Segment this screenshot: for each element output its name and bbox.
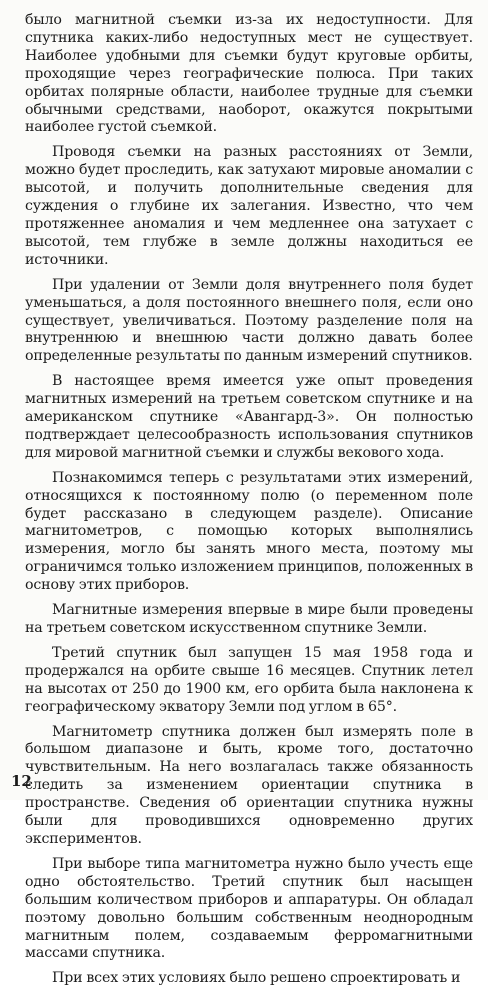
paragraph-6: Магнитные измерения впервые в мире были проведены на третьем советском искусственном спутнике Земли. [25, 602, 473, 636]
paragraph-9: При выборе типа магнитометра нужно было учесть еще одно обстоятельство. Третий спутник был насыщен большим количеством приборов и аппаратуры. Он обладал поэтому довольно большим собственным неоднородным магнитным полем, создаваемым ферромагнитными массами спутника. [25, 855, 473, 962]
paragraph-3: При удалении от Земли доля внутреннего поля будет уменьшаться, а доля постоянного внешнего поля, если оно существует, увеличиваться. Поэтому разделение поля на внутреннюю и внешнюю части должно давать более определенные результаты по данным измерений спутников. [25, 276, 473, 365]
paragraph-4: В настоящее время имеется уже опыт проведения магнитных измерений на третьем советском спутнике и на американском спутнике «Авангард-3». Он полностью подтверждает целесообразность использования спутников для мировой магнитной съемки и службы векового хода. [25, 373, 473, 461]
paragraph-7: Третий спутник был запущен 15 мая 1958 года и продержался на орбите свыше 16 месяцев. Спутник летел на высотах от 250 до 1900 км, его орбита была наклонена к географическому экватору Земли под углом в 65°. [25, 644, 473, 715]
paragraph-10: При всех этих условиях было решено спроектировать и [52, 970, 461, 987]
paragraph-5: Познакомимся теперь с результатами этих измерений, относящихся к постоянному полю (о переменном поле будет рассказано в следующем разделе). Описание магнитометров, с помощью которых выполнялись измерения, могло бы занять много места, поэтому мы ограничимся только изложением принципов, положенных в основу этих приборов. [25, 469, 473, 594]
paragraph-1: было магнитной съемки из-за их недоступности. Для спутника каких-либо недоступных мест не существует. Наиболее удобными для съемки будут круговые орбиты, проходящие через географические полюса. При таких орбитах полярные области, наиболее трудные для съемки обычными средствами, наоборот, окажутся покрытыми наиболее густой съемкой. [25, 12, 473, 136]
paragraph-8: Магнитометр спутника должен был измерять поле в большом диапазоне и быть, кроме того, достаточно чувствительным. На него возлагалась также обязанность следить за изменением ориентации спутника в пространстве. Сведения об ориентации спутника нужны были для проводившихся одновременно других экспериментов. [25, 723, 473, 847]
body-text [25, 12, 473, 995]
page-number: 12 [11, 772, 32, 790]
paragraph-2: Проводя съемки на разных расстояниях от Земли, можно будет проследить, как затухают мировые аномалии с высотой, и получить дополнительные сведения для суждения о глубине их залегания. Известно, что чем протяженнее аномалия и чем медленнее она затухает с высотой, тем глубже в земле должны находиться ее источники. [25, 144, 473, 268]
